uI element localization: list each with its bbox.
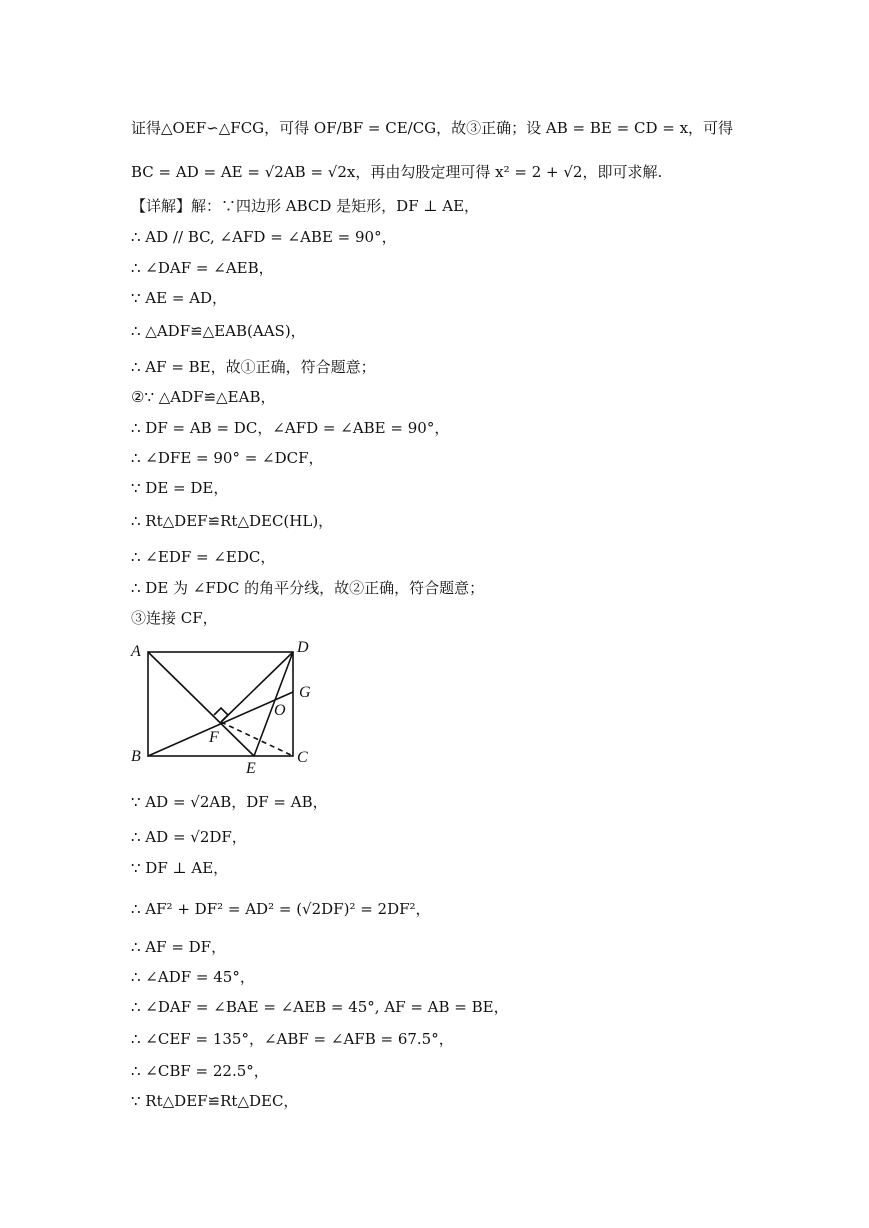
text-line: ∴ AD // BC, ∠AFD = ∠ABE = 90°， <box>131 228 397 246</box>
text-line: ∴ DF = AB = DC，∠AFD = ∠ABE = 90°， <box>131 419 450 437</box>
label-c: C <box>297 749 308 766</box>
geometry-figure <box>120 630 330 780</box>
rectangle-abcd <box>148 652 293 756</box>
text-line: ∴ ∠CEF = 135°，∠ABF = ∠AFB = 67.5°， <box>131 1030 454 1048</box>
text-line: ∵ Rt△DEF≌Rt△DEC， <box>131 1092 299 1110</box>
label-d: D <box>297 639 309 656</box>
text-line: ∴ DE 为 ∠FDC 的角平分线，故②正确，符合题意； <box>131 579 485 597</box>
label-e: E <box>246 760 256 777</box>
text-line: ∵ DF ⊥ AE， <box>131 859 229 877</box>
text-line: ∴ ∠DFE = 90° = ∠DCF， <box>131 449 324 467</box>
text-line: ∵ DE = DE， <box>131 479 229 497</box>
text-line: ∵ AE = AD， <box>131 289 228 307</box>
text-line: ②∵ △ADF≌△EAB， <box>131 388 276 406</box>
text-line: ∴ ∠ADF = 45°， <box>131 968 255 986</box>
label-g: G <box>299 684 311 701</box>
text-line: ∴ AF² + DF² = AD² = (√2DF)² = 2DF²， <box>131 900 431 918</box>
text-line: ∴ ∠DAF = ∠AEB， <box>131 259 274 277</box>
segment-ae <box>148 652 254 756</box>
segment-cf-dashed <box>221 722 293 756</box>
text-line: ∴ AF = DF， <box>131 938 227 956</box>
label-a: A <box>131 643 141 660</box>
label-b: B <box>131 748 141 765</box>
text-line: 【详解】解：∵四边形 ABCD 是矩形，DF ⊥ AE， <box>131 197 480 215</box>
text-line: ∴ △ADF≌△EAB(AAS)， <box>131 322 306 340</box>
text-line: ∴ ∠DAF = ∠BAE = ∠AEB = 45°, AF = AB = BE， <box>131 998 509 1016</box>
text-line: ∴ Rt△DEF≌Rt△DEC(HL)， <box>131 512 334 530</box>
text-line: ∴ AD = √2DF， <box>131 828 247 846</box>
label-f: F <box>209 729 219 746</box>
text-line: ③连接 CF， <box>131 609 218 627</box>
text-line: ∴ AF = BE，故①正确，符合题意； <box>131 358 376 376</box>
label-o: O <box>274 702 286 719</box>
text-line: BC = AD = AE = √2AB = √2x，再由勾股定理可得 x² = 2 + √2，即可求解. <box>131 163 663 181</box>
text-line: 证得△OEF∽△FCG，可得 OF/BF = CE/CG，故③正确；设 AB = BE = CD = x，可得 <box>131 119 734 137</box>
text-line: ∴ ∠EDF = ∠EDC， <box>131 548 276 566</box>
text-line: ∵ AD = √2AB，DF = AB， <box>131 793 328 811</box>
text-line: ∴ ∠CBF = 22.5°， <box>131 1062 269 1080</box>
